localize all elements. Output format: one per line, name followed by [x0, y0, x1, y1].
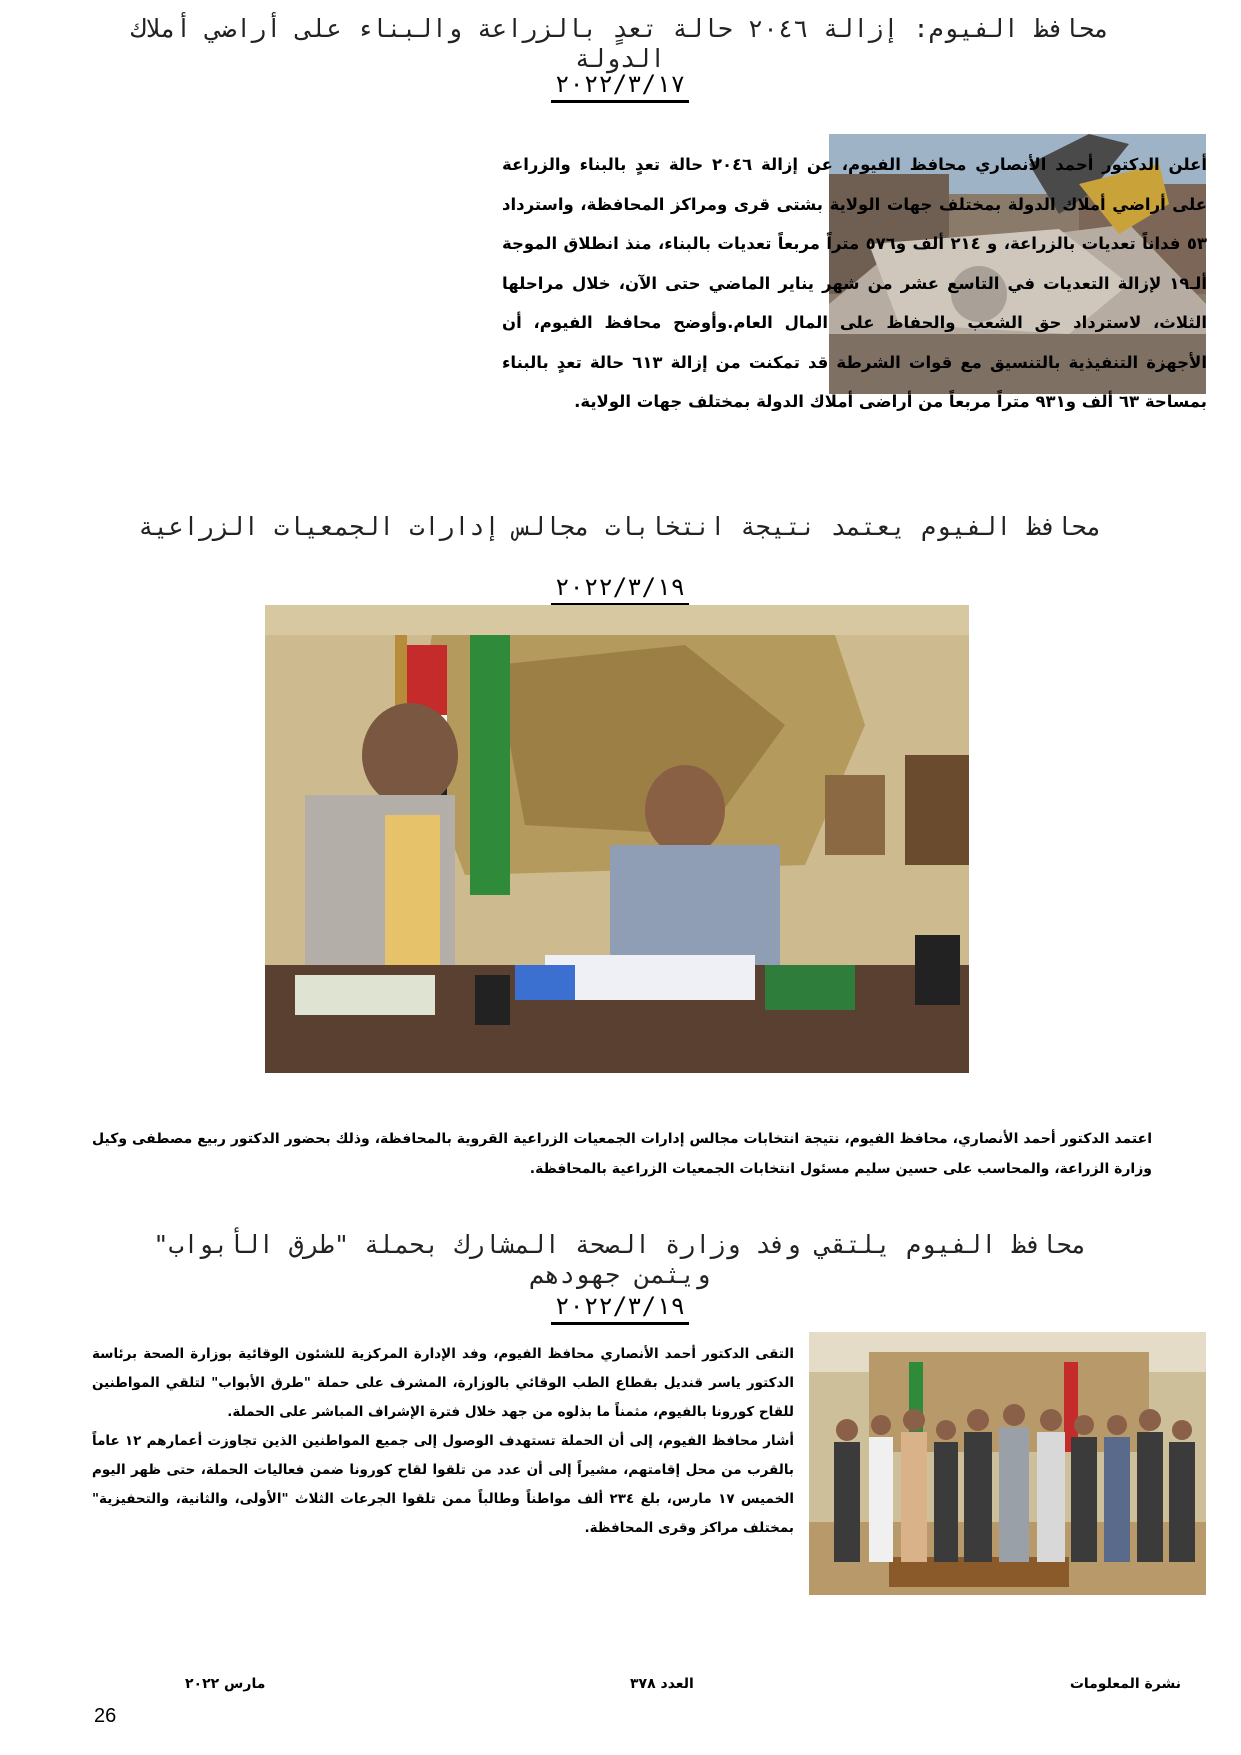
article3-body: [92, 1340, 794, 1543]
signing-photo: [265, 605, 969, 1073]
page-number: 26: [94, 1705, 117, 1727]
article2-body: اعتمد الدكتور أحمد الأنصاري، محافظ الفيوم، نتيجة انتخابات مجالس إدارات الجمعيات الزراعية القروية بالمحافظة، وذلك بحضور الدكتور ربيع مصطفى وكيل وزارة الزراعة، والمحاسب على حسين سليم مسئول انتخابات الجمعيات الزراعية بالمحافظة.: [92, 1131, 1152, 1177]
footer-publication: نشرة المعلومات: [1069, 1676, 1181, 1692]
article2-date: [420, 573, 820, 606]
article1-date-text: ٢٠٢٢/٣/١٧: [551, 70, 689, 103]
article2-date-text: ٢٠٢٢/٣/١٩: [551, 573, 689, 606]
article3-paragraph-2: أشار محافظ الفيوم، إلى أن الحملة تستهدف الوصول إلى جميع المواطنين الذين تجاوزت أعمارهم ١٢ عاماً بالقرب من محل إقامتهم، مشيراً إلى أن عدد من تلقوا لقاح كورونا ضمن فعاليات الحملة، حتى ظهر اليوم الخميس ١٧ مارس، بلغ ٢٣٤ ألف مواطناً وطالباً ممن تلقوا الجرعات الثلاث "الأولى، والثانية، والتحفيزية" بمختلف مراكز وقرى المحافظة.: [92, 1433, 795, 1536]
article1-body: أعلن الدكتور أحمد الأنصاري محافظ الفيوم، عن إزالة ٢٠٤٦ حالة تعدٍ بالبناء والزراعة على أراضي أملاك الدولة بمختلف جهات الولاية بشتى قرى ومراكز المحافظة، واسترداد ٥٣ فداناً تعديات بالزراعة، و ٢١٤ ألف و٥٧٦ متراً مربعاً تعديات بالبناء، منذ انطلاق الموجة ألـ١٩ لإزالة التعديات في التاسع عشر من شهر يناير الماضي حتى الآن، خلال مراحلها الثلاث، لاسترداد حق الشعب والحفاظ على المال العام.وأوضح محافظ الفيوم، أن الأجهزة التنفيذية بالتنسيق مع قوات الشرطة قد تمكنت من إزالة ٦١٣ حالة تعدٍ بالبناء بمساحة ٦٣ ألف و٩٣١ متراً مربعاً من أراضى أملاك الدولة بمختلف جهات الولاية.: [92, 145, 1207, 422]
article3-paragraph-1: التقى الدكتور أحمد الأنصاري محافظ الفيوم، وفد الإدارة المركزية للشئون الوقائية بوزارة الصحة برئاسة الدكتور ياسر قنديل بقطاع الطب الوقائي بالوزارة، المشرف على حملة "طرق الأبواب" لتلقي المواطنين للقاح كورونا بالفيوم، مثمناً ما بذلوه من جهد خلال فترة الإشراف المباشر على الحملة.: [92, 1346, 794, 1420]
article1-title: محافظ الفيوم: إزالة ٢٠٤٦ حالة تعدٍ بالزراعة والبناء على أراضي أملاك الدولة: [130, 14, 1110, 73]
article3-title: محافظ الفيوم يلتقي وفد وزارة الصحة المشارك بحملة "طرق الأبواب" ويثمن جهودهم: [153, 1230, 1087, 1289]
article3-date-text: ٢٠٢٢/٣/١٩: [551, 1292, 689, 1325]
article2-title: محافظ الفيوم يعتمد نتيجة انتخابات مجالس إدارات الجمعيات الزراعية: [138, 512, 1102, 541]
footer-issue: العدد ٣٧٨: [630, 1676, 694, 1692]
article1-date: [420, 70, 820, 103]
photo-wrap-spacer: [92, 145, 502, 382]
health-delegation-photo: [809, 1332, 1206, 1595]
article3-date: [420, 1292, 820, 1325]
footer-month: مارس ٢٠٢٢: [185, 1676, 266, 1692]
